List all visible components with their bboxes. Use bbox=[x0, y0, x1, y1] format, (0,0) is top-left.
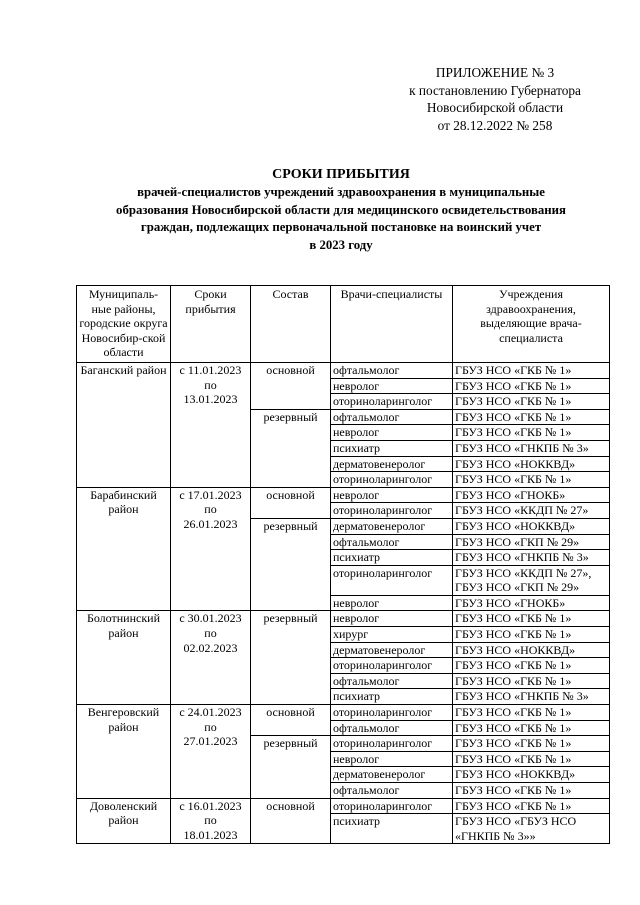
schedule-table bbox=[76, 285, 610, 844]
doctor-specialty-cell: невролог bbox=[331, 611, 453, 627]
header-district: Муниципаль-ные районы, городские округа Новосибир-ской области bbox=[77, 286, 171, 363]
table-body bbox=[77, 362, 610, 843]
institution-cell: ГБУЗ НСО «ГКП № 29» bbox=[453, 534, 610, 550]
arrival-date-line: с 30.01.2023 bbox=[179, 611, 242, 626]
institution-cell: ГБУЗ НСО «ГКБ № 1» bbox=[453, 736, 610, 752]
doctor-specialty-cell: хирург bbox=[331, 627, 453, 643]
district-name-cell: Болотнинский район bbox=[77, 611, 171, 705]
institution-cell: ГБУЗ НСО «НОККВД» bbox=[453, 642, 610, 658]
table-row bbox=[77, 705, 610, 721]
doctor-specialty-cell: оториноларинголог bbox=[331, 798, 453, 814]
appendix-region: Новосибирской области bbox=[426, 100, 564, 116]
doctor-specialty-cell: оториноларинголог bbox=[331, 565, 453, 595]
composition-cell: резервный bbox=[251, 736, 331, 798]
doctor-specialty-cell: дерматовенеролог bbox=[331, 642, 453, 658]
institution-cell: ГБУЗ НСО «ГКБ № 1» bbox=[453, 425, 610, 441]
arrival-dates-cell bbox=[171, 362, 251, 487]
arrival-date-line: с 16.01.2023 bbox=[179, 798, 242, 813]
institution-cell: ГБУЗ НСО «ГКБ № 1» bbox=[453, 627, 610, 643]
institution-cell: ГБУЗ НСО «ГНОКБ» bbox=[453, 487, 610, 503]
arrival-date-line: по bbox=[204, 377, 217, 392]
arrival-date-line: с 11.01.2023 bbox=[179, 362, 242, 377]
institution-cell: ГБУЗ НСО «НОККВД» bbox=[453, 518, 610, 534]
institution-cell: ГБУЗ НСО «ГКБ № 1» bbox=[453, 472, 610, 488]
title-subtitle bbox=[66, 184, 616, 254]
title-line-1: врачей-специалистов учреждений здравоохранения в муниципальные bbox=[137, 185, 545, 199]
institution-cell: ГБУЗ НСО «ГКБ № 1» bbox=[453, 705, 610, 721]
doctor-specialty-cell: психиатр bbox=[331, 440, 453, 456]
composition-cell: основной bbox=[251, 362, 331, 409]
title-main: СРОКИ ПРИБЫТИЯ bbox=[272, 167, 410, 182]
title-line-3: граждан, подлежащих первоначальной постановке на воинский учет bbox=[140, 220, 542, 234]
doctor-specialty-cell: оториноларинголог bbox=[331, 658, 453, 674]
institution-cell: ГБУЗ НСО «ГКБ № 1» bbox=[453, 783, 610, 799]
doctor-specialty-cell: невролог bbox=[331, 425, 453, 441]
institution-cell: ГБУЗ НСО «ГКБ № 1» bbox=[453, 362, 610, 378]
arrival-date-line: с 24.01.2023 bbox=[179, 705, 242, 720]
doctor-specialty-cell: офтальмолог bbox=[331, 783, 453, 799]
composition-cell: резервный bbox=[251, 611, 331, 705]
appendix-header bbox=[380, 64, 610, 134]
table-row bbox=[77, 798, 610, 814]
composition-cell: резервный bbox=[251, 409, 331, 487]
institution-cell: ГБУЗ НСО «ККДП № 27» bbox=[453, 503, 610, 519]
appendix-decree-ref: к постановлению Губернатора bbox=[409, 82, 581, 98]
doctor-specialty-cell: оториноларинголог bbox=[331, 503, 453, 519]
arrival-date-line: по bbox=[204, 719, 217, 734]
header-institutions: Учреждения здравоохранения, выделяющие врача-специалиста bbox=[453, 286, 610, 363]
table-row bbox=[77, 611, 610, 627]
arrival-date-line: по bbox=[204, 502, 217, 517]
doctor-specialty-cell: психиатр bbox=[331, 814, 453, 844]
institution-cell: ГБУЗ НСО «ГКБ № 1» bbox=[453, 658, 610, 674]
doctor-specialty-cell: оториноларинголог bbox=[331, 705, 453, 721]
institution-cell: ГБУЗ НСО «ГКБ № 1» bbox=[453, 751, 610, 767]
institution-cell: ГБУЗ НСО «НОККВД» bbox=[453, 456, 610, 472]
doctor-specialty-cell: невролог bbox=[331, 378, 453, 394]
doctor-specialty-cell: дерматовенеролог bbox=[331, 456, 453, 472]
title-line-2: образования Новосибирской области для медицинского освидетельствования bbox=[116, 202, 566, 217]
institution-cell: ГБУЗ НСО «НОККВД» bbox=[453, 767, 610, 783]
arrival-date-line: 26.01.2023 bbox=[183, 516, 238, 531]
arrival-dates-cell bbox=[171, 487, 251, 611]
district-name-cell: Баганский район bbox=[77, 362, 171, 487]
doctor-specialty-cell: психиатр bbox=[331, 689, 453, 705]
appendix-date-number: от 28.12.2022 № 258 bbox=[437, 117, 553, 133]
doctor-specialty-cell: невролог bbox=[331, 751, 453, 767]
composition-cell: основной bbox=[251, 487, 331, 518]
composition-cell: резервный bbox=[251, 518, 331, 611]
header-dates: Сроки прибытия bbox=[171, 286, 251, 363]
institution-cell: ГБУЗ НСО «ГКБ № 1» bbox=[453, 673, 610, 689]
doctor-specialty-cell: офтальмолог bbox=[331, 673, 453, 689]
header-doctors: Врачи-специалисты bbox=[331, 286, 453, 363]
doctor-specialty-cell: невролог bbox=[331, 487, 453, 503]
arrival-date-line: по bbox=[204, 626, 217, 641]
institution-cell: ГБУЗ НСО «ГНОКБ» bbox=[453, 595, 610, 611]
doctor-specialty-cell: оториноларинголог bbox=[331, 736, 453, 752]
institution-cell: ГБУЗ НСО «ГКБ № 1» bbox=[453, 611, 610, 627]
composition-cell: основной bbox=[251, 798, 331, 844]
appendix-label: ПРИЛОЖЕНИЕ № 3 bbox=[435, 65, 555, 80]
institution-cell: ГБУЗ НСО «ГКБ № 1» bbox=[453, 378, 610, 394]
table-row bbox=[77, 487, 610, 503]
arrival-date-line: с 17.01.2023 bbox=[179, 487, 242, 502]
doctor-specialty-cell: оториноларинголог bbox=[331, 472, 453, 488]
institution-cell: ГБУЗ НСО «ГНКПБ № 3» bbox=[453, 550, 610, 566]
doctor-specialty-cell: дерматовенеролог bbox=[331, 767, 453, 783]
doctor-specialty-cell: офтальмолог bbox=[331, 362, 453, 378]
arrival-dates-cell bbox=[171, 798, 251, 844]
arrival-date-line: по bbox=[204, 813, 217, 828]
doctor-specialty-cell: невролог bbox=[331, 595, 453, 611]
institution-cell: ГБУЗ НСО «ГКБ № 1» bbox=[453, 409, 610, 425]
doctor-specialty-cell: офтальмолог bbox=[331, 534, 453, 550]
doctor-specialty-cell: офтальмолог bbox=[331, 409, 453, 425]
district-name-cell: Венгеровский район bbox=[77, 705, 171, 799]
institution-cell: ГБУЗ НСО «ГКБ № 1» bbox=[453, 394, 610, 410]
arrival-date-line: 27.01.2023 bbox=[183, 734, 238, 749]
doctor-specialty-cell: психиатр bbox=[331, 550, 453, 566]
arrival-date-line: 02.02.2023 bbox=[183, 640, 238, 655]
doctor-specialty-cell: дерматовенеролог bbox=[331, 518, 453, 534]
district-name-cell: Барабинский район bbox=[77, 487, 171, 611]
institution-cell: ГБУЗ НСО «ГБУЗ НСО «ГНКПБ № 3»» bbox=[453, 814, 610, 844]
district-name-cell: Доволенский район bbox=[77, 798, 171, 844]
title-line-4: в 2023 году bbox=[309, 237, 373, 252]
institution-cell: ГБУЗ НСО «ГКБ № 1» bbox=[453, 798, 610, 814]
arrival-dates-cell bbox=[171, 705, 251, 799]
arrival-date-line: 13.01.2023 bbox=[183, 392, 238, 407]
institution-cell: ГБУЗ НСО «ГКБ № 1» bbox=[453, 720, 610, 736]
doctor-specialty-cell: оториноларинголог bbox=[331, 394, 453, 410]
table-header-row bbox=[77, 286, 610, 363]
document-title bbox=[66, 166, 616, 254]
institution-cell: ГБУЗ НСО «ГНКПБ № 3» bbox=[453, 440, 610, 456]
composition-cell: основной bbox=[251, 705, 331, 736]
header-composition: Состав bbox=[251, 286, 331, 363]
arrival-date-line: 18.01.2023 bbox=[183, 827, 238, 842]
institution-cell: ГБУЗ НСО «ГНКПБ № 3» bbox=[453, 689, 610, 705]
arrival-dates-cell bbox=[171, 611, 251, 705]
doctor-specialty-cell: офтальмолог bbox=[331, 720, 453, 736]
table-row bbox=[77, 362, 610, 378]
institution-cell: ГБУЗ НСО «ККДП № 27», ГБУЗ НСО «ГКП № 29» bbox=[453, 565, 610, 595]
